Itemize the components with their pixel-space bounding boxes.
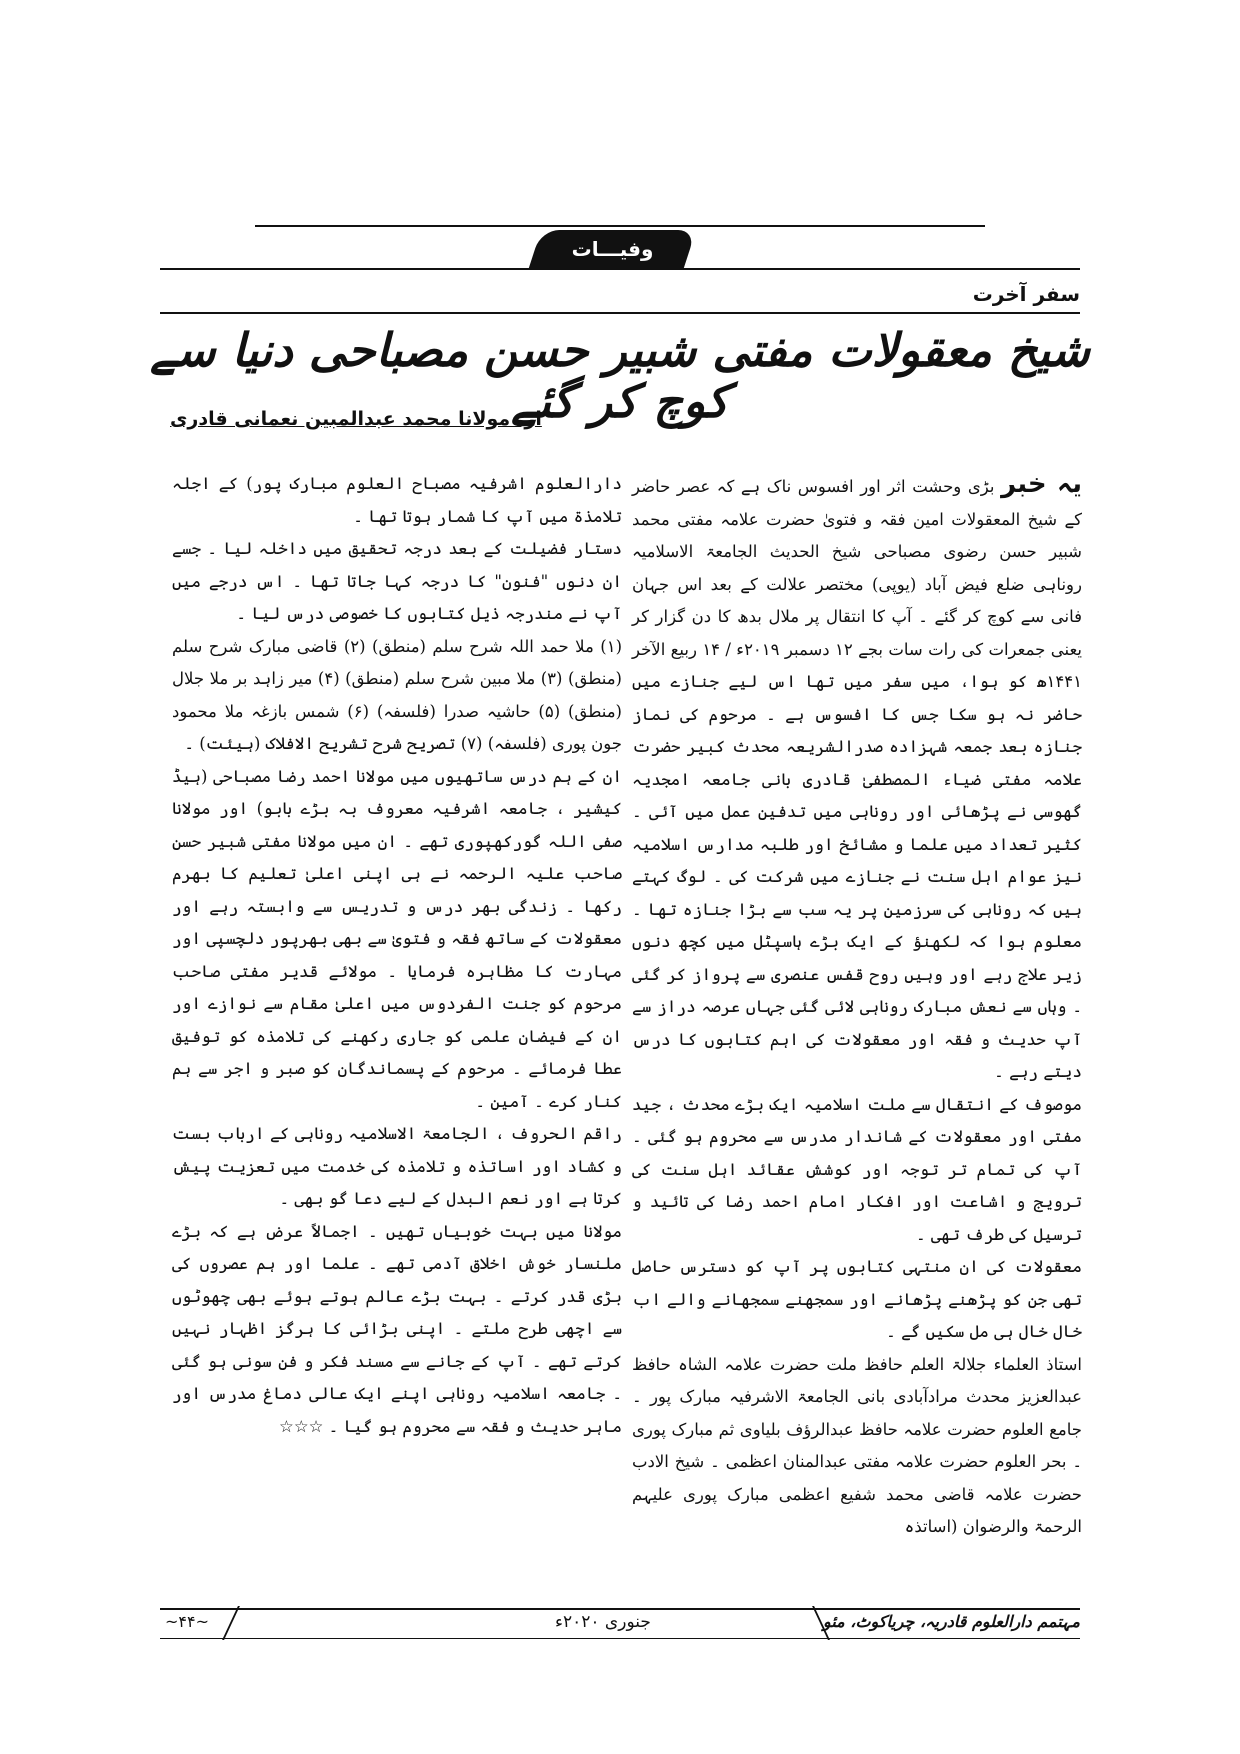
header-rule-top <box>255 225 985 227</box>
paragraph: ان کے ہم درس ساتھیوں میں مولانا احمد رضا مصباحی (ہیڈ کیشیر ، جامعہ اشرفیہ معروف بہ بڑے بابو) اور مولانا صفی اللہ گورکھپوری تھے ۔ ان میں مولانا مفتی شبیر حسن صاحب علیہ الرحمہ نے ہی اپنی اعلیٰ تعلیم کا بھرم رکھا ۔ زندگی بھر درس و تدریس سے وابستہ رہے اور معقولات کے ساتھ فقہ و فتویٰ سے بھی بھرپور دلچسپی اور مہارت کا مظاہرہ فرمایا ۔ مولائے قدیر مفتی صاحب مرحوم کو جنت الفردوس میں اعلیٰ مقام سے نوازے اور ان کے فیضان علمی کو جاری رکھنے کی تلامذہ کو توفیق عطا فرمائے ۔ مرحوم کے پسماندگان کو صبر و اجر سے ہم کنار کرے ۔ آمین ۔ <box>172 766 622 1111</box>
footer-divider <box>222 1606 240 1640</box>
footer-rule-bottom <box>160 1638 1080 1639</box>
section-tab: وفیـــات <box>529 230 696 268</box>
paragraph: دستار فضیلت کے بعد درجہ تحقیق میں داخلہ لیا ۔ جسے ان دنوں "فنون" کا درجہ کہا جاتا تھا ۔ اس درجے میں آپ نے مندرجہ ذیل کتابوں کا خصوصی درس لیا ۔ <box>172 539 622 623</box>
paragraph: (۱) ملا حمد اللہ شرح سلم (منطق) (۲) قاضی مبارک شرح سلم (منطق) (۳) ملا مبین شرح سلم (منطق) (۴) میر زاہد بر ملا جلال (منطق) (۵) حاشیہ صدرا (فلسفہ) (۶) شمس بازغہ ملا محمود جون پوری (فلسفہ) (۷) تصریح شرح تشریح الافلاک (ہیئت) ۔ <box>172 636 622 753</box>
footer-rule <box>160 1608 1080 1610</box>
section-label: سفر آخرت <box>972 282 1080 306</box>
footer-issue-date: جنوری ۲۰۲۰ء <box>555 1612 651 1632</box>
paragraph: دارالعلوم اشرفیہ مصباح العلوم مبارک پور) کے اجلہ تلامذۃ میں آپ کا شمار ہوتا تھا ۔ <box>172 474 622 526</box>
lead-words: یہ خبر <box>1001 469 1082 499</box>
footer-publisher: مہتمم دارالعلوم قادریہ، چریاکوٹ، مئو <box>823 1612 1080 1631</box>
paragraph: استاذ العلماء جلالۃ العلم حافظ ملت حضرت علامہ الشاہ حافظ عبدالعزیز محدث مرادآبادی بانی الجامعۃ الاشرفیہ مبارک پور ۔ جامع العلوم حضرت علامہ حافظ عبدالرؤف بلیاوی ثم مبارک پوری ۔ بحر العلوم حضرت علامہ مفتی عبدالمنان اعظمی ۔ شیخ الادب حضرت علامہ قاضی محمد شفیع اعظمی مبارک پوری علیہم الرحمۃ والرضوان (اساتذہ <box>632 1354 1082 1536</box>
article-title: شیخ معقولات مفتی شبیر حسن مصباحی دنیا سے کوچ کر گئے <box>150 323 1090 428</box>
paragraph: راقم الحروف ، الجامعۃ الاسلامیہ روناہی کے ارباب بست و کشاد اور اساتذہ و تلامذہ کی خدمت میں تعزیت پیش کرتا ہے اور نعم البدل کے لیے دعا گو بھی ۔ <box>172 1124 622 1208</box>
header-rule-main <box>160 268 1080 270</box>
header-rule-lower <box>160 312 1080 314</box>
text-column-right <box>632 468 1082 1544</box>
paragraph: معقولات کی ان منتہی کتابوں پر آپ کو دسترس حاصل تھی جن کو پڑھنے پڑھانے اور سمجھنے سمجھانے والے اب خال خال ہی مل سکیں گے ۔ <box>632 1257 1082 1341</box>
page-number: ~۴۴~ <box>165 1612 209 1631</box>
paragraph: مولانا میں بہت خوبیاں تھیں ۔ اجمالاً عرض ہے کہ بڑے ملنسار خوش اخلاق آدمی تھے ۔ علما اور ہم عصروں کی بڑی قدر کرتے ۔ بہت بڑے عالم ہوتے ہوئے بھی چھوٹوں سے اچھی طرح ملتے ۔ اپنی بڑائی کا ہرگز اظہار نہیں کرتے تھے ۔ آپ کے جانے سے مسند فکر و فن سونی ہو گئی ۔ جامعہ اسلامیہ روناہی اپنے ایک عالی دماغ مدرس اور ماہر حدیث و فقہ سے محروم ہو گیا ۔ ☆☆☆ <box>172 1221 622 1436</box>
paragraph: موصوف کے انتقال سے ملت اسلامیہ ایک بڑے محدث ، جید مفتی اور معقولات کے شاندار مدرس سے محروم ہو گئی ۔ آپ کی تمام تر توجہ اور کوشش عقائد اہل سنت کی ترویج و اشاعت اور افکار امام احمد رضا کی تائید و ترسیل کی طرف تھی ۔ <box>632 1094 1082 1244</box>
paragraph: یہ خبر بڑی وحشت اثر اور افسوس ناک ہے کہ عصر حاضر کے شیخ المعقولات امین فقہ و فتویٰ حضرت علامہ مفتی محمد شبیر حسن رضوی مصباحی شیخ الحدیث الجامعۃ الاسلامیہ روناہی ضلع فیض آباد (یوپی) مختصر علالت کے بعد اس جہان فانی سے کوچ کر گئے ۔ آپ کا انتقال پر ملال بدھ کا دن گزار کر یعنی جمعرات کی رات سات بجے ۱۲ دسمبر ۲۰۱۹ء / ۱۴ ربیع الآخر ۱۴۴۱ھ کو ہوا، میں سفر میں تھا اس لیے جنازے میں حاضر نہ ہو سکا جس کا افسوس ہے ۔ مرحوم کی نماز جنازہ بعد جمعہ شہزادہ صدرالشریعہ محدث کبیر حضرت علامہ مفتی ضیاء المصطفیٰ قادری بانی جامعہ امجدیہ گھوسی نے پڑھائی اور روناہی میں تدفین عمل میں آئی ۔ کثیر تعداد میں علما و مشائخ اور طلبہ مدارس اسلامیہ نیز عوام اہل سنت نے جنازے میں شرکت کی ۔ لوگ کہتے ہیں کہ روناہی کی سرزمین پر یہ سب سے بڑا جنازہ تھا ۔ معلوم ہوا کہ لکھنؤ کے ایک بڑے ہاسپٹل میں کچھ دنوں زیر علاج رہے اور وہیں روح قفس عنصری سے پرواز کر گئی ۔ وہاں سے نعش مبارک روناہی لائی گئی جہاں عرصہ دراز سے آپ حدیث و فقہ اور معقولات کی اہم کتابوں کا درس دیتے رہے ۔ <box>632 469 1082 1081</box>
text-column-left <box>172 468 622 1443</box>
article-author: از: مولانا محمد عبدالمبین نعمانی قادری <box>170 408 542 430</box>
